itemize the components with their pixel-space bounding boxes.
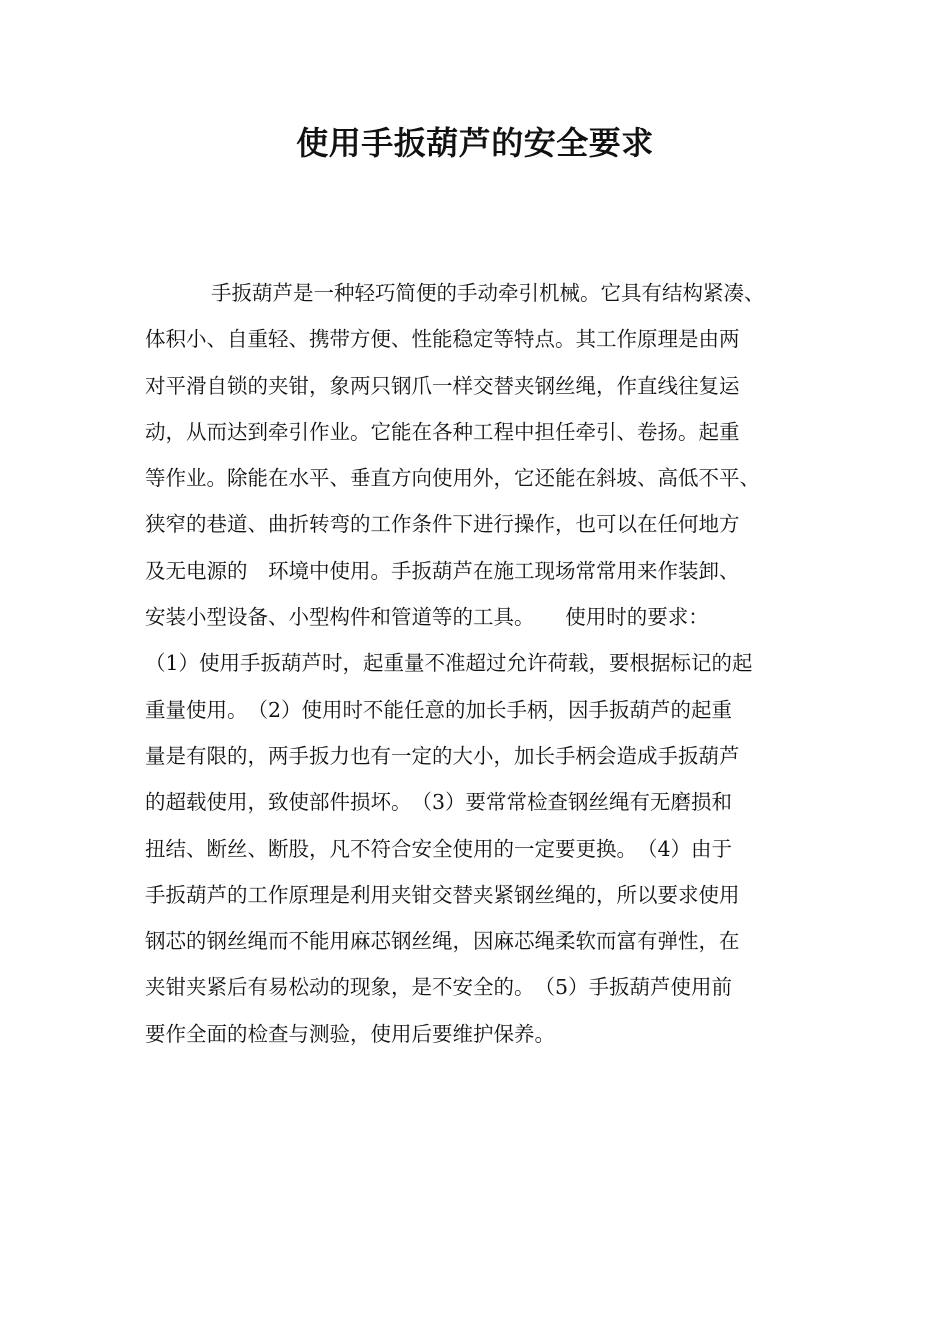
body-line: 等作业。除能在水平、垂直方向使用外，它还能在斜坡、高低不平、 <box>145 466 760 491</box>
body-line: 对平滑自锁的夹钳，象两只钢爪一样交替夹钢丝绳，作直线往复运 <box>145 373 740 398</box>
body-line: 重量使用。 （2）使用时不能任意的加长手柄，因手扳葫芦的起重 <box>145 697 733 722</box>
body-line: 手扳葫芦是一种轻巧简便的手动牵引机械。它具有结构紧凑、 <box>211 281 765 305</box>
body-line: 钢芯的钢丝绳而不能用麻芯钢丝绳，因麻芯绳柔软而富有弹性，在 <box>145 929 740 954</box>
body-line: 量是有限的，两手扳力也有一定的大小，加长手柄会造成手扳葫芦 <box>145 743 740 768</box>
body-line: 安装小型设备、小型构件和管道等的工具。 使用时的要求： <box>145 605 709 630</box>
body-line: 的超载使用，致使部件损坏。 （3）要常常检查钢丝绳有无磨损和 <box>145 790 733 815</box>
document-title: 使用手扳葫芦的安全要求 <box>296 124 654 162</box>
body-line: 夹钳夹紧后有易松动的现象，是不安全的。 （5）手扳葫芦使用前 <box>145 975 733 1000</box>
body-line: （1）使用手扳葫芦时，起重量不准超过允许荷载，要根据标记的起 <box>145 651 753 676</box>
document-body <box>145 270 820 1057</box>
body-line: 及无电源的 环境中使用。手扳葫芦在施工现场常常用来作装卸、 <box>145 558 740 583</box>
body-line: 要作全面的检查与测验，使用后要维护保养。 <box>145 1021 555 1046</box>
body-line: 体积小、自重轻、携带方便、性能稳定等特点。其工作原理是由两 <box>145 327 740 352</box>
body-line: 狭窄的巷道、曲折转弯的工作条件下进行操作，也可以在任何地方 <box>145 512 740 537</box>
body-line: 动，从而达到牵引作业。它能在各种工程中担任牵引、卷扬。起重 <box>145 419 740 444</box>
body-line: 扭结、断丝、断股，凡不符合安全使用的一定要更换。 （4）由于 <box>145 836 733 861</box>
body-line: 手扳葫芦的工作原理是利用夹钳交替夹紧钢丝绳的，所以要求使用 <box>145 882 740 907</box>
